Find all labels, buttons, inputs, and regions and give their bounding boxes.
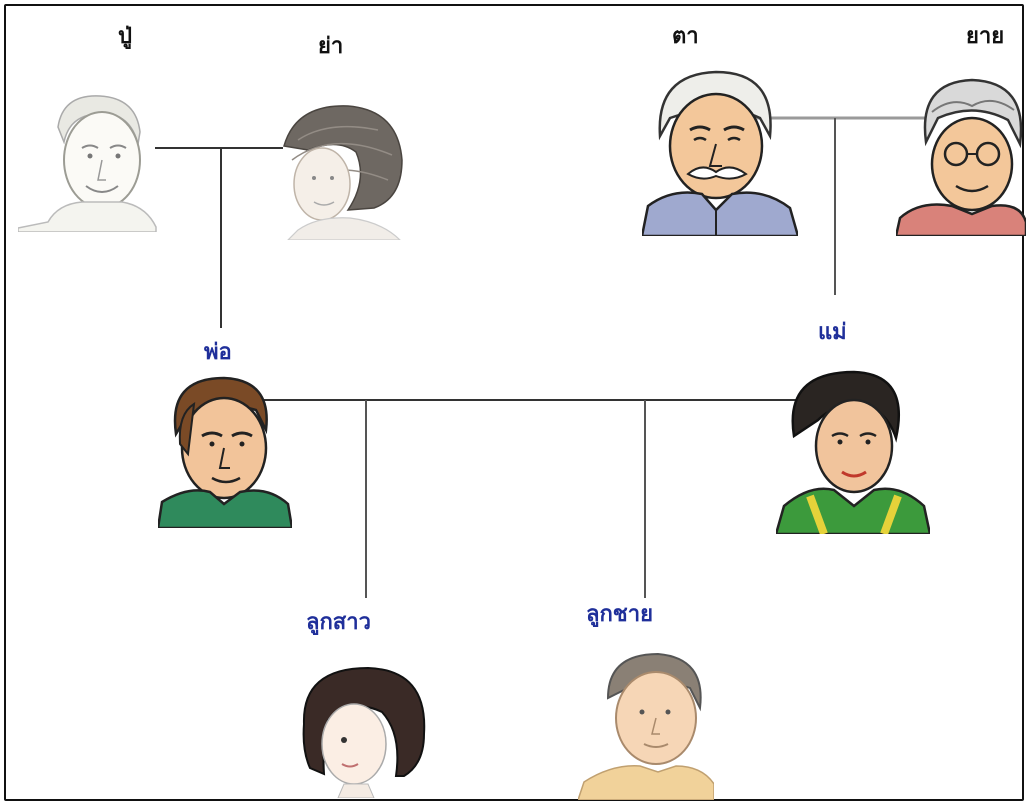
son-portrait [578,648,714,800]
daughter-portrait [298,664,430,798]
maternal-grandfather-label: ตา [672,24,699,49]
maternal-grandfather-portrait [642,66,798,236]
son-label: ลูกชาย [586,602,653,627]
mother-portrait [776,366,930,534]
daughter-label: ลูกสาว [306,610,371,635]
paternal-grandmother-portrait [278,100,408,240]
father-label: พ่อ [204,340,232,365]
paternal-grandfather-portrait [18,82,158,232]
paternal-grandfather-label: ปู่ [118,24,132,49]
maternal-grandmother-label: ยาย [966,24,1005,49]
mother-label: แม่ [818,320,847,345]
maternal-grandmother-portrait [896,72,1026,236]
paternal-grandmother-label: ย่า [318,34,344,59]
father-portrait [158,374,292,528]
